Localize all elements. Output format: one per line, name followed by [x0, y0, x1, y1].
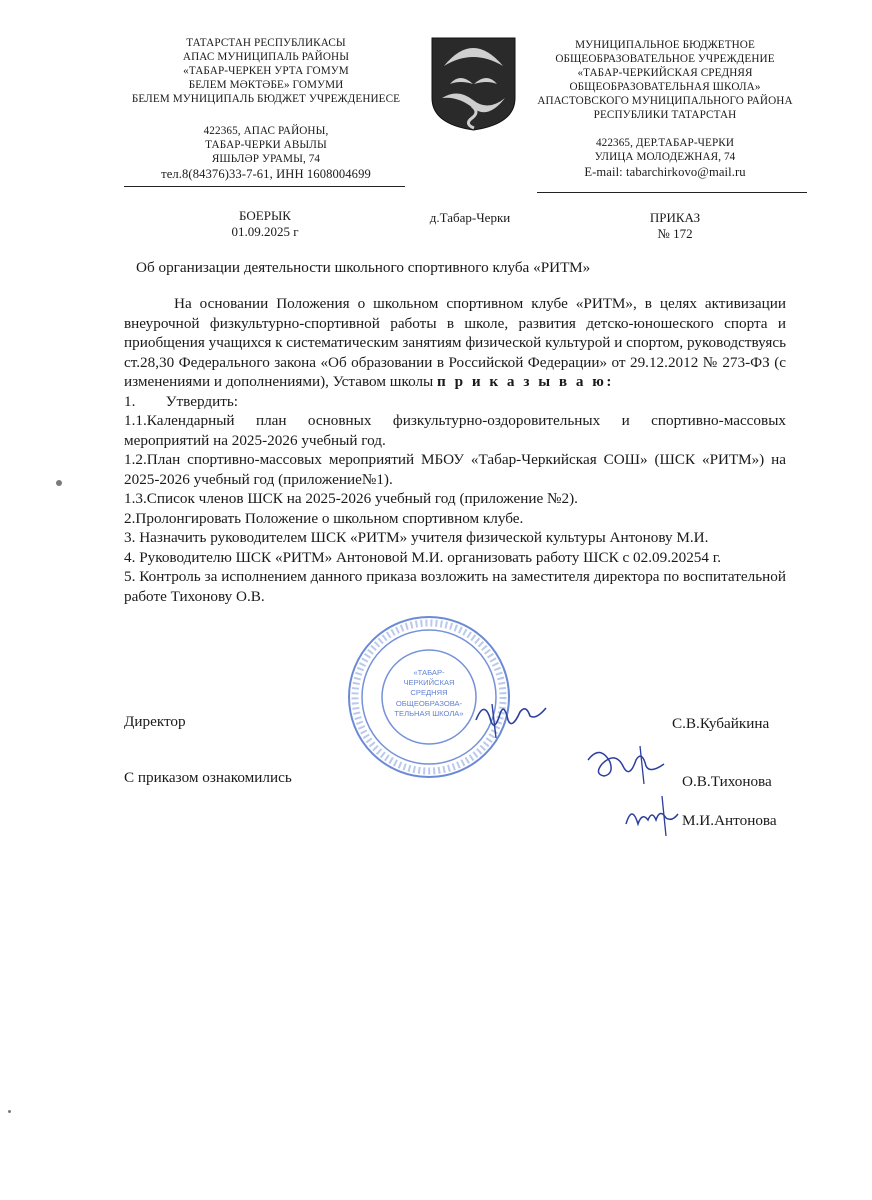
order-item: 4. Руководителю ШСК «РИТМ» Антоновой М.И. организовать работу ШСК с 02.09.20254 г.	[124, 548, 722, 566]
order-item: 1.2.План спортивно-массовых мероприятий МБОУ «Табар-Черкийская СОШ» (ШСК «РИТМ») на 2025-2026 учебный год (приложение№1).	[124, 451, 786, 488]
director-name: С.В.Кубайкина	[672, 715, 770, 732]
header-left-rule	[124, 186, 405, 187]
header-left-line: ТАТАРСТАН РЕСПУБЛИКАСЫ	[186, 37, 346, 49]
order-right-block	[620, 210, 730, 242]
header-right-line: МУНИЦИПАЛЬНОЕ БЮДЖЕТНОЕ	[575, 39, 755, 51]
scan-speck	[8, 1110, 11, 1113]
header-left-address: ЯШЬЛӘР УРАМЫ, 74	[211, 153, 321, 165]
order-item: 2.Пролонгировать Положение о школьном спортивном клубе.	[124, 509, 524, 527]
order-item: 1.3.Список членов ШСК на 2025-2026 учебный год (приложение №2).	[124, 490, 578, 507]
header-right-address: УЛИЦА МОЛОДЕЖНАЯ, 74	[594, 151, 736, 163]
order-left-date: 01.09.2025 г	[231, 224, 299, 239]
header-left-line: БЕЛЕМ МУНИЦИПАЛЬ БЮДЖЕТ УЧРЕЖДЕНИЕСЕ	[131, 93, 401, 105]
header-left-contact: тел.8(84376)33-7-61, ИНН 1608004699	[161, 167, 371, 181]
header-right	[530, 38, 800, 181]
header-left-line: «ТАБАР-ЧЕРКЕН УРТА ГОМУМ	[183, 65, 349, 77]
header-right-address: 422365, ДЕР.ТАБАР-ЧЕРКИ	[595, 137, 735, 149]
ack-signature-2	[622, 790, 682, 840]
ack-name-2: М.И.Антонова	[682, 812, 777, 829]
preamble-text: На основании Положения о школьном спортивном клубе «РИТМ», в целях активизации внеурочной физкультурно-спортивной работы в школе, развития детско-юношеского спорта и приобщения учащихся к систематическим занятиям физической культурой и спортом, руководствуясь ст.28,30 Федерального закона «Об образовании в Российской Федерации» от 29.12.2012 № 273-ФЗ (с изменениями и дополнениями), Уставом школы	[124, 295, 786, 390]
header-right-line: ОБЩЕОБРАЗОВАТЕЛЬНОЕ УЧРЕЖДЕНИЕ	[555, 53, 775, 65]
header-left-address: ТАБАР-ЧЕРКИ АВЫЛЫ	[205, 139, 327, 151]
coat-of-arms	[430, 36, 517, 132]
stamp-line: ТЕЛЬНАЯ ШКОЛА»	[394, 708, 464, 718]
preamble	[124, 294, 786, 392]
acknowledged-label: С приказом ознакомились	[124, 769, 292, 786]
header-right-rule	[537, 192, 807, 193]
director-label: Директор	[124, 713, 186, 730]
order-left-block	[200, 208, 330, 240]
stamp-line: «ТАБАР-	[413, 668, 445, 677]
director-signature	[470, 690, 550, 740]
stamp-line: ОБЩЕОБРАЗОВА-	[395, 698, 463, 708]
stamp-line: ЧЕРКИЙСКАЯ	[403, 678, 455, 688]
header-left	[118, 36, 414, 183]
order-body	[124, 294, 786, 606]
order-subject: Об организации деятельности школьного спортивного клуба «РИТМ»	[136, 259, 591, 276]
header-right-email: E-mail: tabarchirkovo@mail.ru	[584, 165, 746, 179]
header-right-line: РЕСПУБЛИКИ ТАТАРСТАН	[593, 109, 737, 121]
ack-signature-1	[580, 740, 670, 786]
ack-name-1: О.В.Тихонова	[682, 773, 772, 790]
order-item: 3. Назначить руководителем ШСК «РИТМ» учителя физической культуры Антонову М.И.	[124, 529, 709, 546]
order-place: д.Табар-Черки	[429, 210, 511, 225]
order-item: 1. Утвердить:	[124, 392, 239, 410]
header-right-line: «ТАБАР-ЧЕРКИЙСКАЯ СРЕДНЯЯ	[577, 67, 753, 79]
stamp-inner-text	[379, 668, 479, 719]
order-item: 1.1.Календарный план основных физкультурно-оздоровительных и спортивно-массовых мероприятий на 2025-2026 учебный год.	[124, 412, 786, 449]
header-left-line: БЕЛЕМ МӘКТӘБЕ» ГОМУМИ	[188, 79, 344, 91]
order-item: 5. Контроль за исполнением данного приказа возложить на заместителя директора по воспитательной работе Тихонову О.В.	[124, 568, 786, 605]
order-right-title: ПРИКАЗ	[649, 210, 701, 225]
header-left-address: 422365, АПАС РАЙОНЫ,	[203, 125, 329, 137]
scan-speck	[56, 480, 62, 486]
header-right-line: АПАСТОВСКОГО МУНИЦИПАЛЬНОГО РАЙОНА	[537, 95, 793, 107]
order-left-title: БОЕРЫК	[239, 208, 291, 223]
stamp-line: СРЕДНЯЯ	[410, 688, 448, 698]
preamble-bold: п р и к а з ы в а ю:	[437, 373, 614, 390]
order-number: № 172	[657, 226, 693, 241]
header-left-line: АПАС МУНИЦИПАЛЬ РАЙОНЫ	[182, 51, 350, 63]
header-right-line: ОБЩЕОБРАЗОВАТЕЛЬНАЯ ШКОЛА»	[569, 81, 761, 93]
